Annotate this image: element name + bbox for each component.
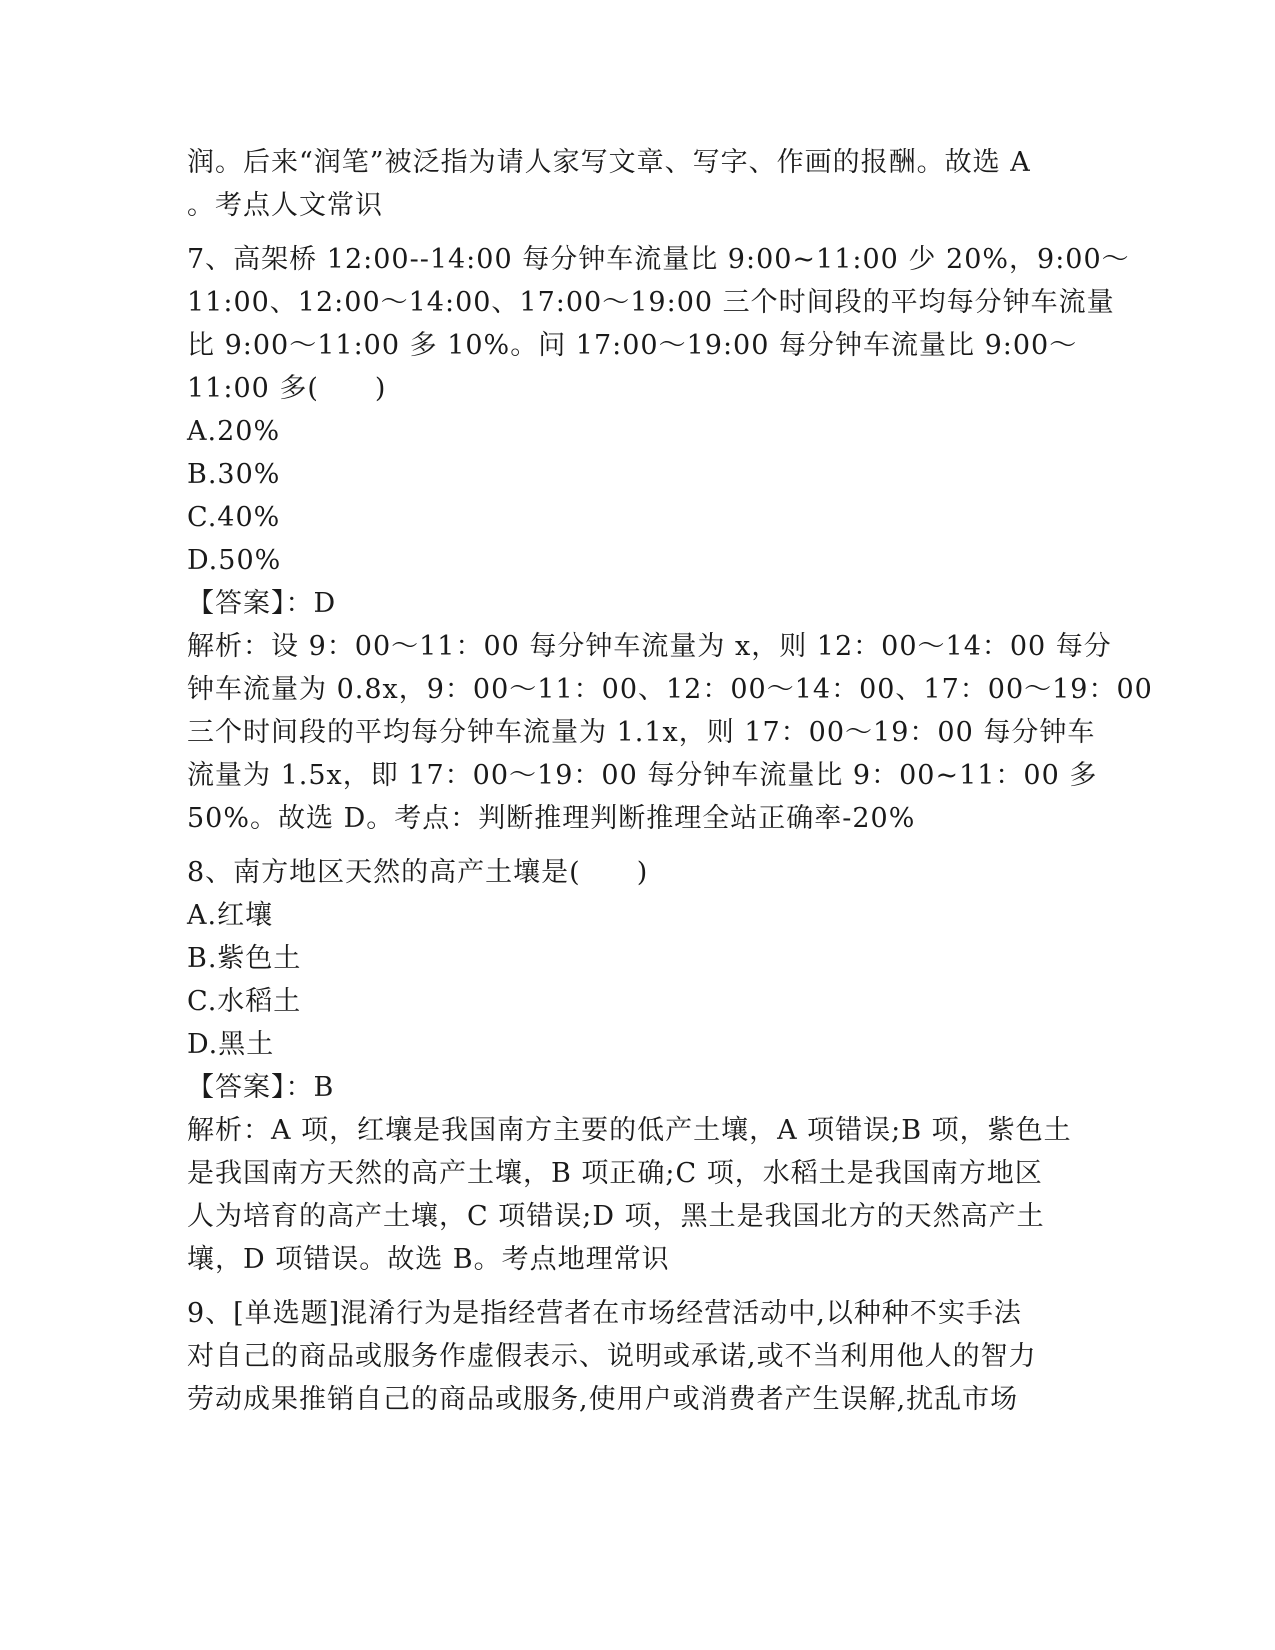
- question-stem-line: 劳动成果推销自己的商品或服务,使用户或消费者产生误解,扰乱市场: [187, 1384, 1019, 1415]
- question-stem-line: 9、[单选题]混淆行为是指经营者在市场经营活动中,以种种不实手法: [187, 1298, 1022, 1329]
- option-b: B.30%: [187, 459, 281, 490]
- continuation-line: 润。后来“润笔”被泛指为请人家写文章、写字、作画的报酬。故选 A: [187, 147, 1031, 178]
- question-9: [187, 1292, 1087, 1421]
- answer-line: 【答案】：D: [187, 588, 337, 619]
- analysis-line: 壤，D 项错误。故选 B。考点地理常识: [187, 1244, 670, 1275]
- analysis-line: 解析：A 项，红壤是我国南方主要的低产土壤，A 项错误;B 项，紫色土: [187, 1115, 1072, 1146]
- analysis-line: 流量为 1.5x，即 17：00～19：00 每分钟车流量比 9：00~11：00 多: [187, 760, 1098, 791]
- analysis-line: 三个时间段的平均每分钟车流量为 1.1x，则 17：00～19：00 每分钟车: [187, 717, 1096, 748]
- question-stem-line: 11:00、12:00～14:00、17:00～19:00 三个时间段的平均每分钟车流量: [187, 287, 1115, 318]
- previous-answer-continuation: [187, 141, 1087, 227]
- spacer: [187, 1281, 1087, 1292]
- option-b: B.紫色土: [187, 943, 302, 974]
- analysis-line: 是我国南方天然的高产土壤，B 项正确;C 项，水稻土是我国南方地区: [187, 1158, 1043, 1189]
- option-d: D.黑土: [187, 1029, 275, 1060]
- option-c: C.水稻土: [187, 986, 302, 1017]
- question-stem-line: 8、南方地区天然的高产土壤是( ): [187, 857, 649, 888]
- analysis-line: 解析：设 9：00～11：00 每分钟车流量为 x，则 12：00～14：00 每分: [187, 631, 1112, 662]
- continuation-line: 。考点人文常识: [187, 190, 383, 221]
- document-content: [187, 141, 1153, 1421]
- question-stem-line: 对自己的商品或服务作虚假表示、说明或承诺,或不当利用他人的智力: [187, 1341, 1037, 1372]
- question-8: [187, 851, 1087, 1281]
- question-stem-line: 比 9:00～11:00 多 10%。问 17:00～19:00 每分钟车流量比 9:00～: [187, 330, 1078, 361]
- option-c: C.40%: [187, 502, 281, 533]
- question-stem-line: 7、高架桥 12:00--14:00 每分钟车流量比 9:00~11:00 少 20%，9:00～: [187, 244, 1130, 275]
- answer-line: 【答案】：B: [187, 1072, 335, 1103]
- option-a: A.红壤: [187, 900, 274, 931]
- option-d: D.50%: [187, 545, 282, 576]
- analysis-line: 人为培育的高产土壤，C 项错误;D 项，黑土是我国北方的天然高产土: [187, 1201, 1045, 1232]
- analysis-line: 50%。故选 D。考点：判断推理判断推理全站正确率-20%: [187, 803, 916, 834]
- analysis-line: 钟车流量为 0.8x，9：00～11：00、12：00～14：00、17：00～19：00: [187, 674, 1153, 705]
- option-a: A.20%: [187, 416, 281, 447]
- spacer: [187, 227, 1087, 238]
- question-stem-line: 11:00 多( ): [187, 373, 387, 404]
- spacer: [187, 840, 1087, 851]
- question-7: [187, 238, 1153, 840]
